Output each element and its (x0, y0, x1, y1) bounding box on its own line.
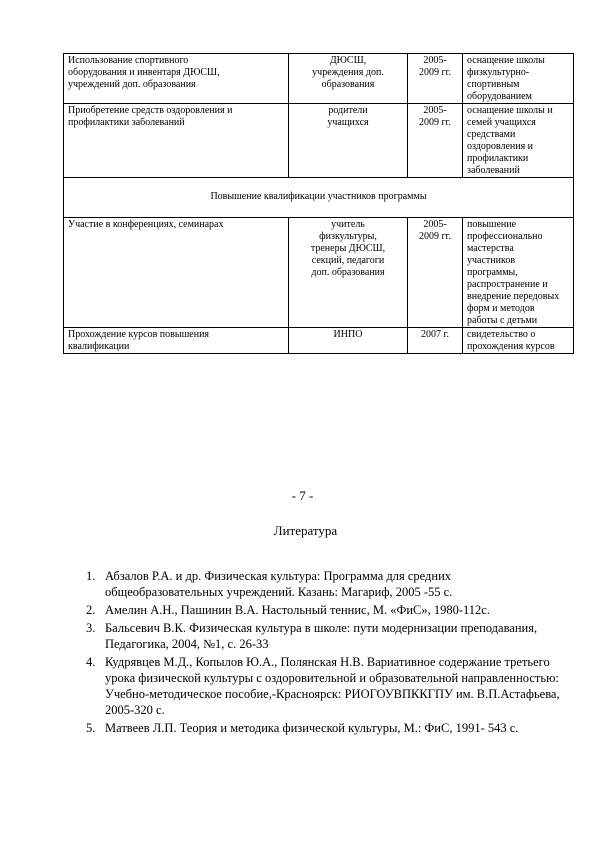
executor-cell: ИНПО (289, 328, 408, 354)
list-item-number: 5. (86, 721, 96, 735)
table-row (64, 218, 574, 328)
list-item-number: 3. (86, 621, 96, 635)
events-table (63, 53, 574, 354)
list-item-text: Матвеев Л.П. Теория и методика физической культуры, М.: ФиС, 1991- 543 с. (105, 721, 519, 735)
list-item (86, 568, 572, 600)
list-item (86, 654, 572, 718)
result-cell: оснащение школы физкультурно- спортивным оборудованием (463, 54, 574, 104)
list-item-text: Кудрявцев М.Д., Копылов Ю.А., Полянская Н.В. Вариативное содержание третьего урока физической культуры с оздоровительной и образовательной направленностью: Учебно-методическое пособие,-Красноярск: РИОГОУВПККГПУ им. В.П.Астафьева, 2005-320 с. (105, 655, 560, 717)
activity-cell: Приобретение средств оздоровления и профилактики заболеваний (64, 104, 289, 178)
activity-cell: Использование спортивного оборудования и инвентаря ДЮСШ, учреждений доп. образования (64, 54, 289, 104)
executor-cell: учитель физкультуры, тренеры ДЮСШ, секций, педагоги доп. образования (289, 218, 408, 328)
list-item (86, 720, 572, 736)
section-title: Повышение квалификации участников программы (64, 178, 574, 218)
result-cell: свидетельство о прохождения курсов (463, 328, 574, 354)
page-number: - 7 - (291, 488, 314, 503)
period-cell: 2005- 2009 гг. (408, 218, 463, 328)
activity-cell: Участие в конференциях, семинарах (64, 218, 289, 328)
period-cell: 2005- 2009 гг. (408, 104, 463, 178)
period-cell: 2007 г. (408, 328, 463, 354)
list-item-number: 1. (86, 569, 96, 583)
table-row (64, 104, 574, 178)
list-item-text: Бальсевич В.К. Физическая культура в школе: пути модернизации преподавания, Педагогика, 2004, №1, с. 26-33 (105, 621, 538, 651)
result-cell: оснащение школы и семей учащихся средствами оздоровления и профилактики заболеваний (463, 104, 574, 178)
table-row (64, 54, 574, 104)
table-row (64, 328, 574, 354)
activity-cell: Прохождение курсов повышения квалификации (64, 328, 289, 354)
literature-title: Литература (273, 523, 338, 538)
list-item (86, 602, 572, 618)
list-item-number: 2. (86, 603, 96, 617)
literature-list (86, 568, 572, 738)
list-item-text: Амелин А.Н., Пашинин В.А. Настольный теннис, М. «ФиС», 1980-112с. (105, 603, 490, 617)
list-item-number: 4. (86, 655, 96, 669)
list-item (86, 620, 572, 652)
section-row (64, 178, 574, 218)
period-cell: 2005- 2009 гг. (408, 54, 463, 104)
result-cell: повышение профессионально мастерства участников программы, распространение и внедрение передовых форм и методов работы с детьми (463, 218, 574, 328)
list-item-text: Абзалов Р.А. и др. Физическая культура: Программа для средних общеобразовательных учреждений. Казань: Магариф, 2005 -55 с. (105, 569, 453, 599)
executor-cell: родители учащихся (289, 104, 408, 178)
executor-cell: ДЮСШ, учреждения доп. образования (289, 54, 408, 104)
